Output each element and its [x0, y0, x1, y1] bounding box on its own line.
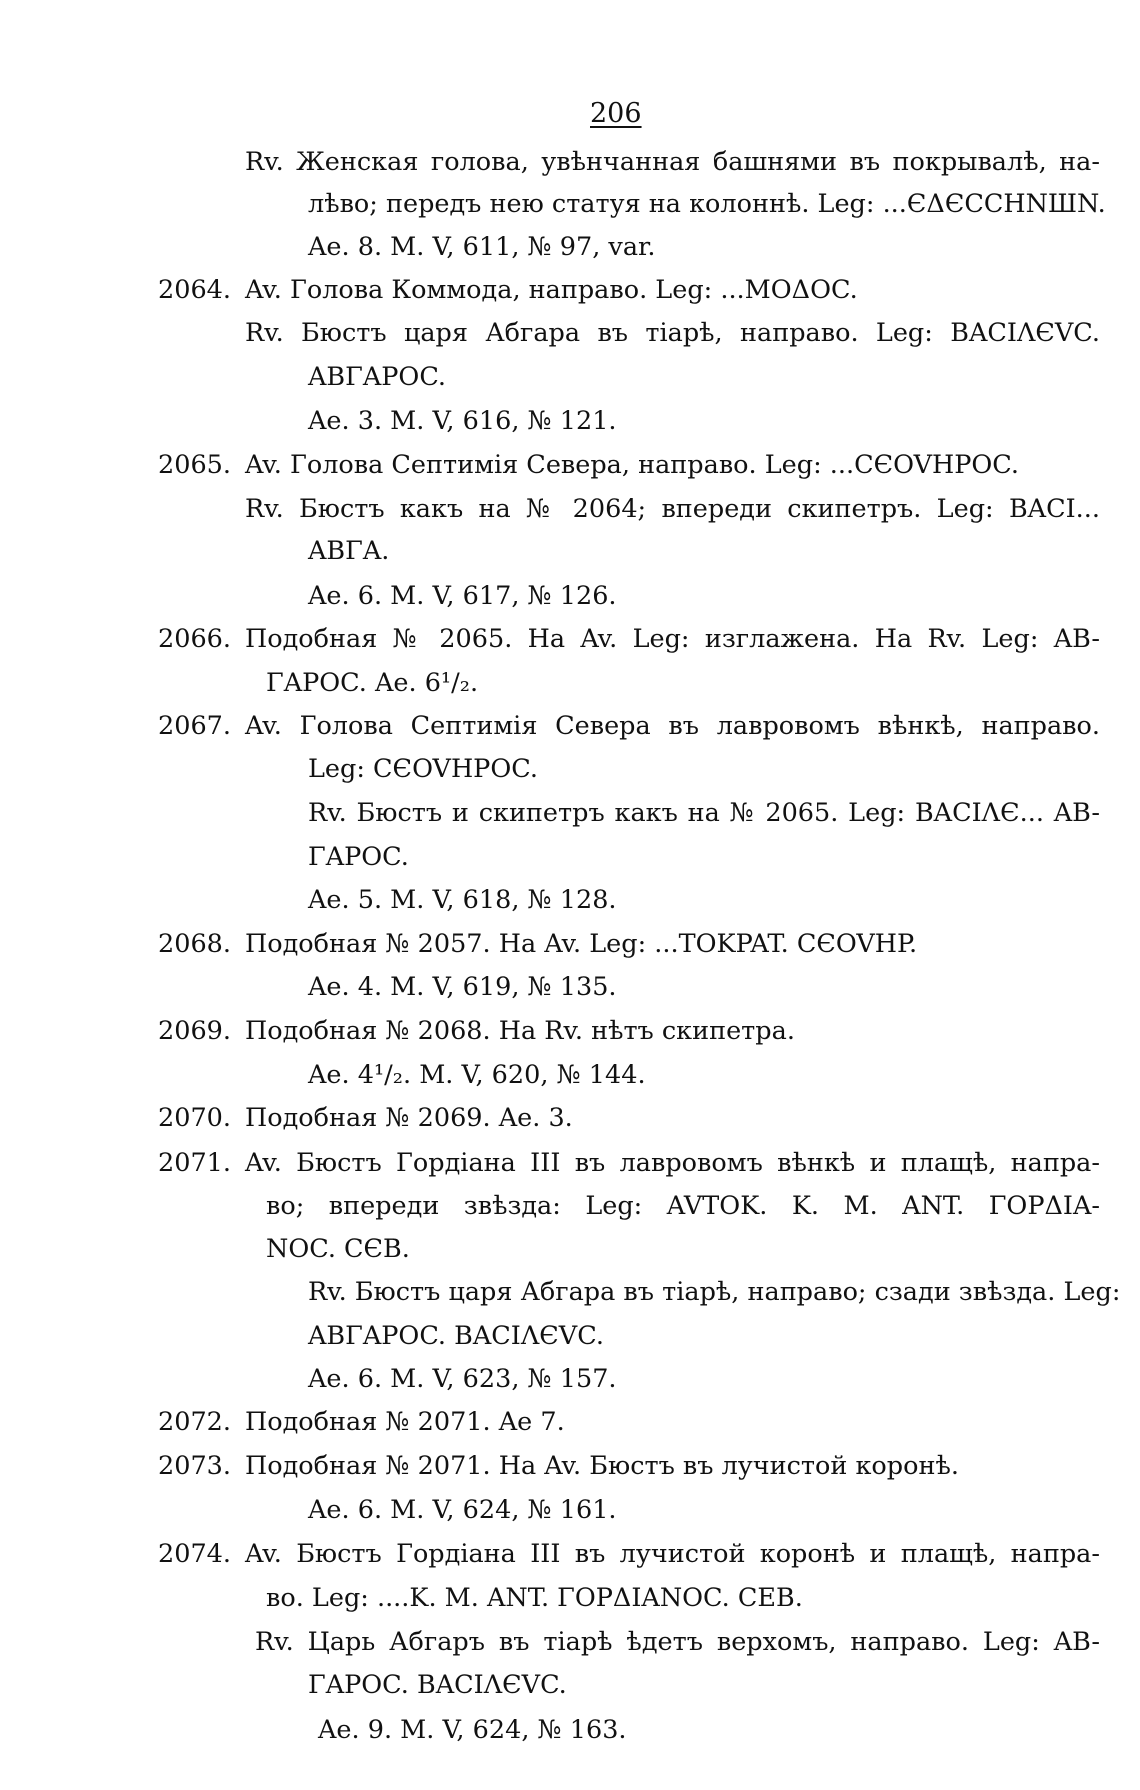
entry-text-line: Ae. 4¹/₂. M. V, 620, № 144. [308, 1060, 646, 1090]
entry-text-line: Rv. Бюстъ царя Абгара въ тіарѣ, направо. Leg: BACIΛЄVC. [245, 318, 1100, 348]
entry-number: 2067. [158, 711, 232, 741]
entry-number: 2073. [158, 1451, 232, 1481]
entry-text-line: Ae. 9. M. V, 624, № 163. [318, 1715, 627, 1745]
entry-text-line: лѣво; передъ нею статуя на колоннѣ. Leg: ...ЄΔЄCCHNШN. [308, 189, 1106, 219]
entry-text-line: Подобная № 2057. На Av. Leg: ...TOKPAT. CЄOVHP. [245, 929, 918, 959]
entry-text-line: Leg: CЄOVHPOC. [308, 754, 538, 784]
entry-number: 2066. [158, 624, 232, 654]
entry-text-line: Ae. 6. M. V, 624, № 161. [308, 1495, 617, 1525]
entry-number: 2068. [158, 929, 232, 959]
entry-text-line: NOC. CЄB. [266, 1234, 410, 1264]
entry-number: 2064. [158, 275, 232, 305]
entry-text-line: Подобная № 2071. Ae 7. [245, 1407, 565, 1437]
entry-text-line: Rv. Бюстъ какъ на № 2064; впереди скипетръ. Leg: BACI... [245, 494, 1100, 524]
entry-number: 2074. [158, 1539, 232, 1569]
entry-number: 2065. [158, 450, 232, 480]
entry-text-line: во; впереди звѣзда: Leg: AVTOK. K. M. ANT. ΓΟΡΔΙΑ- [266, 1191, 1100, 1221]
entry-text-line: Av. Бюстъ Гордіана III въ лавровомъ вѣнкѣ и плащѣ, напра- [245, 1148, 1100, 1178]
entry-text-line: ΓΑΡΟC. Ae. 6¹/₂. [266, 668, 479, 698]
entry-text-line: Подобная № 2069. Ae. 3. [245, 1103, 573, 1133]
entry-text-line: Rv. Царь Абгаръ въ тіарѣ ѣдетъ верхомъ, направо. Leg: AB- [255, 1627, 1100, 1657]
entry-text-line: ΑΒΓΑ. [308, 536, 390, 566]
entry-text-line: Ae. 8. M. V, 611, № 97, var. [308, 232, 656, 262]
entry-text-line: Rv. Бюстъ и скипетръ какъ на № 2065. Leg: BACIΛЄ... AB- [308, 798, 1100, 828]
entry-text-line: Подобная № 2065. На Av. Leg: изглажена. На Rv. Leg: AB- [245, 624, 1100, 654]
entry-number: 2069. [158, 1016, 232, 1046]
entry-text-line: Ae. 4. M. V, 619, № 135. [308, 972, 617, 1002]
entry-text-line: ΓΑΡΟC. [308, 842, 409, 872]
entry-text-line: Подобная № 2071. На Av. Бюстъ въ лучистой коронѣ. [245, 1451, 959, 1481]
entry-text-line: ΑΒΓΑΡΟC. BACIΛЄVC. [308, 1321, 604, 1351]
entry-text-line: Av. Бюстъ Гордіана III въ лучистой коронѣ и плащѣ, напра- [245, 1539, 1100, 1569]
entry-text-line: Rv. Бюстъ царя Абгара въ тіарѣ, направо; сзади звѣзда. Leg: [308, 1277, 1121, 1307]
entry-text-line: Av. Голова Септимія Севера, направо. Leg: ...CЄOVHPOC. [245, 450, 1020, 480]
entry-number: 2071. [158, 1148, 232, 1178]
entry-text-line: Подобная № 2068. На Rv. нѣтъ скипетра. [245, 1016, 795, 1046]
entry-text-line: Rv. Женская голова, увѣнчанная башнями въ покрывалѣ, на- [245, 147, 1100, 177]
entry-text-line: Av. Голова Коммода, направо. Leg: ...ΜΟΔΟC. [245, 275, 858, 305]
entry-text-line: Ae. 6. M. V, 617, № 126. [308, 581, 617, 611]
entry-text-line: Av. Голова Септимія Севера въ лавровомъ вѣнкѣ, направо. [245, 711, 1100, 741]
entry-number: 2072. [158, 1407, 232, 1437]
entry-text-line: во. Leg: ....K. M. ANT. ΓΟΡΔΙΑΝΟC. CEB. [266, 1583, 803, 1613]
entry-text-line: Ae. 3. M. V, 616, № 121. [308, 406, 617, 436]
page-number: 206 [590, 98, 642, 129]
entry-text-line: ΑΒΓΑΡΟC. [308, 362, 447, 392]
entry-text-line: ΓΑΡΟC. BACIΛЄVC. [308, 1670, 567, 1700]
entry-text-line: Ae. 5. M. V, 618, № 128. [308, 885, 617, 915]
entry-text-line: Ae. 6. M. V, 623, № 157. [308, 1364, 617, 1394]
entry-number: 2070. [158, 1103, 232, 1133]
